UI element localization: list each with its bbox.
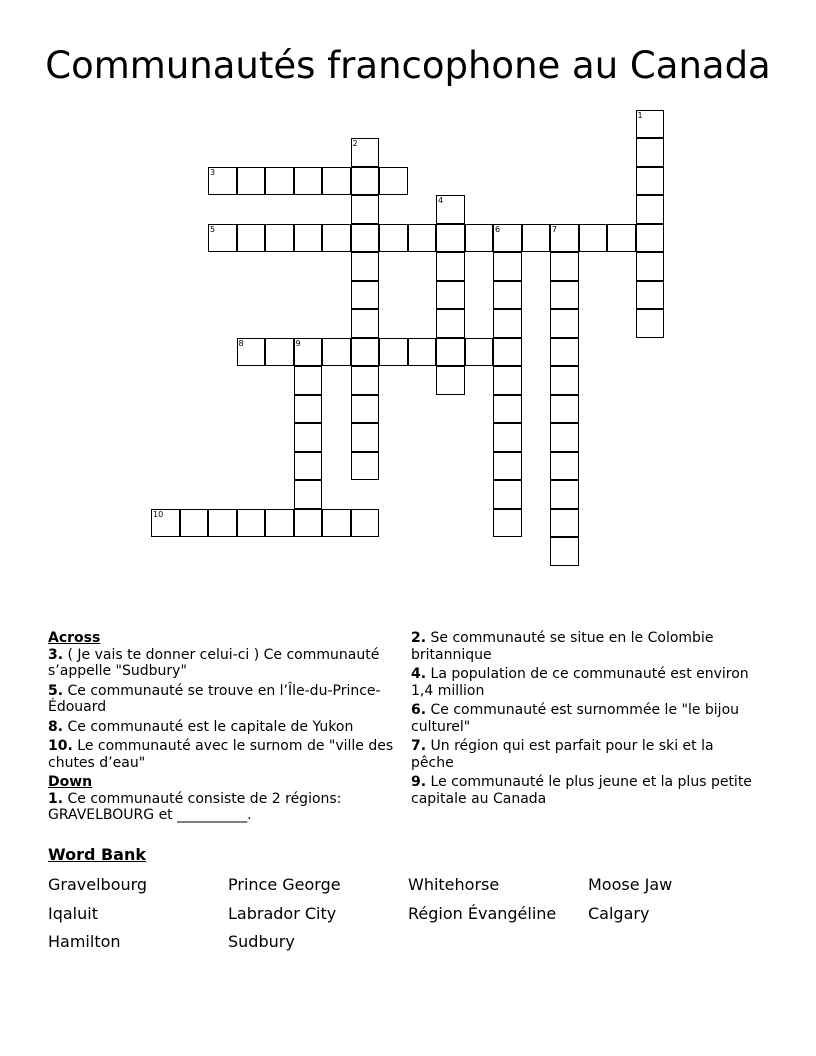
cell-number: 9 — [295, 338, 301, 348]
crossword-cell[interactable] — [379, 167, 408, 196]
crossword-cell[interactable] — [550, 452, 579, 481]
crossword-cell[interactable] — [351, 338, 380, 367]
crossword-cell[interactable] — [208, 509, 237, 538]
crossword-cell[interactable] — [294, 509, 323, 538]
crossword-cell[interactable] — [436, 281, 465, 310]
crossword-cell[interactable] — [351, 281, 380, 310]
crossword-cell[interactable] — [294, 366, 323, 395]
crossword-cell[interactable] — [550, 309, 579, 338]
crossword-cell[interactable] — [493, 452, 522, 481]
cell-number: 2 — [352, 139, 358, 148]
crossword-cell[interactable] — [237, 509, 266, 538]
crossword-cell[interactable] — [351, 423, 380, 452]
crossword-cell[interactable] — [180, 509, 209, 538]
clues-left-column — [48, 630, 398, 827]
crossword-cell[interactable] — [493, 252, 522, 281]
word-bank-item: Labrador City — [228, 904, 337, 923]
cell-number: 6 — [495, 224, 501, 234]
crossword-cell[interactable] — [636, 195, 665, 224]
crossword-cell[interactable] — [351, 452, 380, 481]
crossword-cell[interactable] — [265, 338, 294, 367]
crossword-cell[interactable] — [493, 338, 522, 367]
crossword-cell[interactable] — [465, 338, 494, 367]
crossword-cell[interactable] — [493, 395, 522, 424]
crossword-cell[interactable] — [294, 167, 323, 196]
clue-down-1: 1. Ce communauté consiste de 2 régions: GRAVELBOURG et __________. — [48, 790, 342, 823]
crossword-cell[interactable] — [294, 224, 323, 253]
crossword-cell[interactable] — [351, 138, 380, 167]
down-heading: Down — [48, 774, 93, 790]
word-bank-item: Moose Jaw — [588, 875, 673, 894]
crossword-cell[interactable] — [265, 224, 294, 253]
crossword-cell[interactable] — [550, 366, 579, 395]
crossword-cell[interactable] — [351, 395, 380, 424]
crossword-cell[interactable] — [636, 309, 665, 338]
crossword-cell[interactable] — [322, 338, 351, 367]
crossword-cell[interactable] — [493, 281, 522, 310]
clues-right-column — [411, 630, 756, 810]
crossword-cell[interactable] — [636, 138, 665, 167]
cell-number: 10 — [153, 509, 164, 519]
crossword-cell[interactable] — [493, 423, 522, 452]
word-bank-item: Hamilton — [48, 932, 121, 951]
word-bank-item: Gravelbourg — [48, 875, 148, 894]
crossword-cell[interactable] — [493, 509, 522, 538]
clue-across-8: 8. Ce communauté est le capitale de Yukon — [48, 718, 354, 735]
clue-across-5: 5. Ce communauté se trouve en l’Île-du-Prince-Édouard — [48, 682, 381, 715]
crossword-cell[interactable] — [550, 338, 579, 367]
word-bank-item: Calgary — [588, 904, 650, 923]
crossword-cell[interactable] — [237, 338, 266, 367]
crossword-cell[interactable] — [237, 167, 266, 196]
crossword-cell[interactable] — [636, 110, 665, 139]
crossword-cell[interactable] — [379, 224, 408, 253]
crossword-cell[interactable] — [550, 423, 579, 452]
crossword-cell[interactable] — [265, 167, 294, 196]
crossword-cell[interactable] — [237, 224, 266, 253]
word-bank-item: Prince George — [228, 875, 341, 894]
crossword-cell[interactable] — [351, 195, 380, 224]
word-bank-item: Sudbury — [228, 932, 295, 951]
crossword-cell[interactable] — [351, 366, 380, 395]
word-bank-item: Whitehorse — [408, 875, 500, 894]
crossword-cell[interactable] — [322, 224, 351, 253]
crossword-cell[interactable] — [550, 252, 579, 281]
crossword-cell[interactable] — [550, 537, 579, 566]
crossword-cell[interactable] — [465, 224, 494, 253]
crossword-cell[interactable] — [522, 224, 551, 253]
crossword-cell[interactable] — [208, 167, 237, 196]
word-bank-item: Iqaluit — [48, 904, 98, 923]
crossword-cell[interactable] — [636, 252, 665, 281]
crossword-cell[interactable] — [294, 480, 323, 509]
crossword-cell[interactable] — [294, 423, 323, 452]
crossword-cell[interactable] — [493, 224, 522, 253]
word-bank-item: Région Évangéline — [408, 904, 557, 923]
clue-down-7: 7. Un région qui est parfait pour le ski et la pêche — [411, 738, 714, 771]
clue-down-6: 6. Ce communauté est surnommée le "le bijou culturel" — [411, 702, 740, 735]
cell-number: 3 — [210, 167, 216, 177]
crossword-cell[interactable] — [436, 309, 465, 338]
crossword-cell[interactable] — [436, 366, 465, 395]
crossword-cell[interactable] — [351, 509, 380, 538]
cell-number: 1 — [637, 110, 643, 120]
cell-number: 7 — [552, 224, 558, 234]
crossword-cell[interactable] — [322, 167, 351, 196]
crossword-cell[interactable] — [436, 338, 465, 367]
crossword-cell[interactable] — [351, 167, 380, 196]
crossword-cell[interactable] — [351, 309, 380, 338]
crossword-cell[interactable] — [208, 224, 237, 253]
crossword-cell[interactable] — [493, 309, 522, 338]
crossword-cell[interactable] — [550, 480, 579, 509]
crossword-cell[interactable] — [294, 338, 323, 367]
clue-down-2: 2. Se communauté se situe en le Colombie britannique — [411, 630, 714, 663]
crossword-cell[interactable] — [265, 509, 294, 538]
crossword-cell[interactable] — [550, 509, 579, 538]
crossword-cell[interactable] — [408, 224, 437, 253]
crossword-cell[interactable] — [351, 224, 380, 253]
crossword-cell[interactable] — [294, 452, 323, 481]
crossword-cell[interactable] — [493, 480, 522, 509]
clue-across-3: 3. ( Je vais te donner celui-ci ) Ce communauté s’appelle "Sudbury" — [48, 646, 380, 679]
crossword-cell[interactable] — [436, 224, 465, 253]
crossword-cell[interactable] — [636, 167, 665, 196]
cell-number: 4 — [438, 196, 444, 205]
crossword-cell[interactable] — [436, 195, 465, 224]
crossword-cell[interactable] — [351, 252, 380, 281]
crossword-cell[interactable] — [379, 338, 408, 367]
crossword-cell[interactable] — [636, 224, 665, 253]
crossword-cell[interactable] — [550, 395, 579, 424]
crossword-cell[interactable] — [493, 366, 522, 395]
crossword-cell[interactable] — [294, 395, 323, 424]
clue-across-10: 10. Le communauté avec le surnom de "ville des chutes d’eau" — [48, 738, 394, 771]
cell-number: 5 — [210, 224, 216, 234]
crossword-cell[interactable] — [550, 224, 579, 253]
cell-number: 8 — [238, 338, 244, 348]
crossword-cell[interactable] — [636, 281, 665, 310]
crossword-cell[interactable] — [436, 252, 465, 281]
across-heading: Across — [48, 630, 101, 646]
page-title: Communautés francophone au Canada — [45, 44, 771, 87]
clue-down-4: 4. La population de ce communauté est environ 1,4 million — [411, 666, 749, 699]
word-bank-title: Word Bank — [48, 845, 147, 864]
clue-down-9: 9. Le communauté le plus jeune et la plus petite capitale au Canada — [411, 774, 752, 807]
crossword-cell[interactable] — [607, 224, 636, 253]
crossword-cell[interactable] — [151, 509, 180, 538]
crossword-cell[interactable] — [579, 224, 608, 253]
crossword-cell[interactable] — [322, 509, 351, 538]
crossword-cell[interactable] — [408, 338, 437, 367]
crossword-cell[interactable] — [550, 281, 579, 310]
